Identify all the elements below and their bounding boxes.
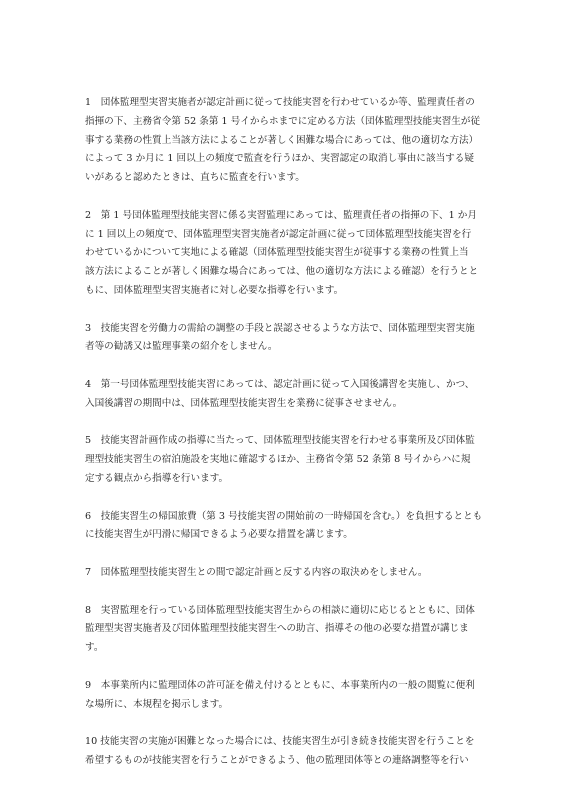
paragraph-line: 理型技能実習生の宿泊施設を実地に確認するほか、主務省令第 52 条第 8 号イからハに規 xyxy=(85,454,471,466)
paragraph-line: 3 技能実習を労働力の需給の調整の手段と誤認させるような方法で、団体監理型実習実施 xyxy=(85,322,475,334)
paragraph-line: 8 実習監理を行っている団体監理型技能実習生からの相談に適切に応じるとともに、団体 xyxy=(85,604,475,616)
paragraph-line: 9 本事業所内に監理団体の許可証を備え付けるとともに、本事業所内の一般の閲覧に便利 xyxy=(85,679,475,691)
paragraph-line: 監理型実習実施者及び団体監理型技能実習生への助言、指導その他の必要な措置が講じま xyxy=(85,623,469,635)
paragraph-line: 事する業務の性質上当該方法によることが著しく困難な場合にあっては、他の適切な方法） xyxy=(85,134,479,146)
paragraph-7 xyxy=(85,564,481,583)
paragraph-line: 4 第一号団体監理型技能実習にあっては、認定計画に従って入国後講習を実施し、かつ、 xyxy=(85,378,475,390)
paragraph-line: 10 技能実習の実施が困難となった場合には、技能実習生が引き続き技能実習を行うことを xyxy=(85,736,475,748)
paragraph-line: 2 第 1 号団体監理型技能実習に係る実習監理にあっては、監理責任者の指揮の下、1 か月 xyxy=(85,209,477,221)
paragraph-line: 者等の勧誘又は監理事業の紹介をしません。 xyxy=(85,341,278,353)
paragraph-6 xyxy=(85,508,481,546)
paragraph-line: 7 団体監理型技能実習生との間で認定計画と反する内容の取決めをしません。 xyxy=(85,566,428,578)
paragraph-line: 入国後講習の期間中は、団体監理型技能実習生を業務に従事させません。 xyxy=(85,397,403,409)
paragraph-8 xyxy=(85,602,481,658)
paragraph-line: もに、団体監理型実習実施者に対し必要な指導を行います。 xyxy=(85,284,344,296)
paragraph-4 xyxy=(85,376,481,414)
paragraph-line: す。 xyxy=(85,642,104,654)
paragraph-line: 希望するものが技能実習を行うことができるよう、他の監理団体等との連絡調整等を行い xyxy=(85,754,469,766)
paragraph-line: 該方法によることが著しく困難な場合にあっては、他の適切な方法による確認）を行うとと xyxy=(85,266,479,278)
paragraph-3 xyxy=(85,320,481,358)
paragraph-10 xyxy=(85,733,481,771)
paragraph-line: 指揮の下、主務省令第 52 条第 1 号イからホまでに定める方法（団体監理型技能実習生が従 xyxy=(85,115,481,127)
paragraph-line: な場所に、本規程を掲示します。 xyxy=(85,698,229,710)
paragraph-line: 1 団体監理型実習実施者が認定計画に従って技能実習を行わせているか等、監理責任者の xyxy=(85,97,475,108)
paragraph-line: に技能実習生が円滑に帰国できるよう必要な措置を講じます。 xyxy=(85,529,353,541)
paragraph-line: に 1 回以上の頻度で、団体監理型実習実施者が認定計画に従って団体監理型技能実習を行 xyxy=(85,228,472,240)
paragraph-5 xyxy=(85,432,481,488)
paragraph-1 xyxy=(85,94,481,188)
paragraph-line: いがあると認めたときは、直ちに監査を行います。 xyxy=(85,172,305,184)
paragraph-9 xyxy=(85,677,481,715)
paragraph-line: 定する観点から指導を行います。 xyxy=(85,472,229,484)
paragraph-2 xyxy=(85,207,481,301)
paragraph-line: 6 技能実習生の帰国旅費（第 3 号技能実習の開始前の一時帰国を含む。）を負担するととも xyxy=(85,510,483,522)
paragraph-line: 5 技能実習計画作成の指導に当たって、団体監理型技能実習を行わせる事業所及び団体監 xyxy=(85,435,475,447)
paragraph-line: によって 3 か月に 1 回以上の頻度で監査を行うほか、実習認定の取消し事由に該当する疑 xyxy=(85,153,474,165)
paragraph-line: わせているかについて実地による確認（団体監理型技能実習生が従事する業務の性質上当 xyxy=(85,247,469,259)
document-body xyxy=(85,94,481,789)
